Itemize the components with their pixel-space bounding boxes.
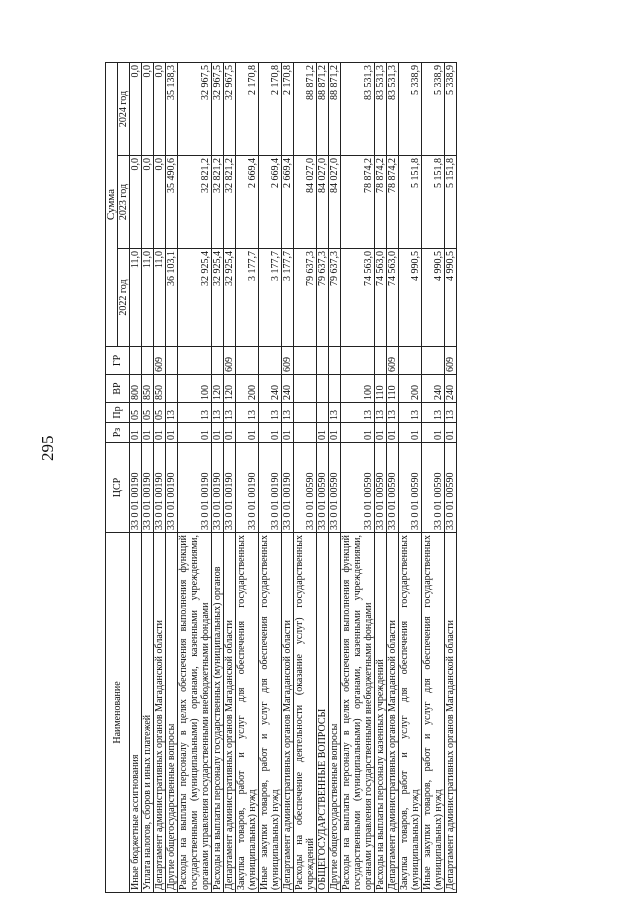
row-2024: 83 531,3 — [387, 62, 399, 155]
row-rz: 01 — [329, 423, 341, 443]
row-csr: 33 0 01 00190 — [212, 443, 224, 533]
row-gr — [178, 347, 212, 375]
row-name: Закупка товаров, работ и услуг для обеспечения государственных (муниципальных) нужд — [399, 533, 422, 893]
row-2024: 0,0 — [130, 62, 142, 155]
row-2023: 84 027,0 — [329, 156, 341, 249]
row-pr — [294, 403, 317, 423]
row-2022: 11,0 — [154, 249, 166, 347]
row-pr: 05 — [130, 403, 142, 423]
table-row — [166, 62, 178, 892]
row-2022: 3 177,7 — [236, 249, 259, 347]
row-rz: 01 — [317, 423, 329, 443]
row-pr: 13 — [212, 403, 224, 423]
row-2022: 32 925,4 — [212, 249, 224, 347]
row-csr: 33 0 01 00190 — [130, 443, 142, 533]
row-gr — [317, 347, 329, 375]
row-2023: 78 874,2 — [387, 156, 399, 249]
row-name: Расходы на выплаты персоналу в целях обеспечения выполнения функций государственными (муниципальными) органами, казенными учреждениями, органами управления государственными внебюджетными фондами — [341, 533, 375, 893]
row-gr — [142, 347, 154, 375]
row-vr — [294, 375, 317, 403]
header-csr: ЦСР — [106, 443, 130, 533]
table-row — [399, 62, 422, 892]
row-rz: 01 — [387, 423, 399, 443]
row-2023: 32 821,2 — [178, 156, 212, 249]
row-csr: 33 0 01 00590 — [294, 443, 317, 533]
row-gr: 609 — [387, 347, 399, 375]
row-2022: 79 637,3 — [294, 249, 317, 347]
row-name: Иные закупки товаров, работ и услуг для обеспечения государственных (муниципальных) нужд — [422, 533, 445, 893]
table-row — [282, 62, 294, 892]
row-gr — [294, 347, 317, 375]
row-name: Департамент административных органов Магаданской области — [387, 533, 399, 893]
row-csr: 33 0 01 00590 — [341, 443, 375, 533]
row-gr — [212, 347, 224, 375]
row-csr: 33 0 01 00190 — [154, 443, 166, 533]
table-row — [387, 62, 399, 892]
row-2023: 84 027,0 — [317, 156, 329, 249]
row-gr: 609 — [224, 347, 236, 375]
header-gr: ГР — [106, 347, 130, 375]
row-2023: 2 669,4 — [282, 156, 294, 249]
row-vr: 240 — [445, 375, 457, 403]
row-pr: 13 — [387, 403, 399, 423]
row-name: Расходы на выплаты персоналу в целях обеспечения выполнения функций государственными (муниципальными) органами, казенными учреждениями, органами управления государственными внебюджетными фондами — [178, 533, 212, 893]
row-gr — [422, 347, 445, 375]
row-gr — [236, 347, 259, 375]
row-2024: 35 138,3 — [166, 62, 178, 155]
row-csr: 33 0 01 00190 — [282, 443, 294, 533]
row-2023: 0,0 — [142, 156, 154, 249]
row-rz: 01 — [166, 423, 178, 443]
row-gr — [341, 347, 375, 375]
row-rz: 01 — [154, 423, 166, 443]
row-2023: 2 669,4 — [236, 156, 259, 249]
row-vr: 240 — [259, 375, 282, 403]
row-2024: 0,0 — [154, 62, 166, 155]
row-2023: 5 151,8 — [445, 156, 457, 249]
row-rz: 01 — [178, 423, 212, 443]
row-vr: 240 — [282, 375, 294, 403]
row-2023: 32 821,2 — [212, 156, 224, 249]
header-sum: Сумма — [106, 62, 118, 346]
row-pr: 13 — [236, 403, 259, 423]
row-2023: 32 821,2 — [224, 156, 236, 249]
row-vr: 100 — [178, 375, 212, 403]
row-csr: 33 0 01 00590 — [445, 443, 457, 533]
row-vr — [317, 375, 329, 403]
row-2024: 88 871,2 — [317, 62, 329, 155]
row-gr: 609 — [282, 347, 294, 375]
row-gr — [375, 347, 387, 375]
row-vr: 850 — [142, 375, 154, 403]
row-rz: 01 — [341, 423, 375, 443]
row-2024: 5 338,9 — [445, 62, 457, 155]
header-name: Наименование — [106, 533, 130, 893]
row-2024: 83 531,3 — [341, 62, 375, 155]
row-gr — [166, 347, 178, 375]
row-vr: 120 — [224, 375, 236, 403]
row-pr: 13 — [166, 403, 178, 423]
budget-table — [105, 62, 457, 893]
row-gr: 609 — [154, 347, 166, 375]
table-body — [130, 62, 457, 892]
table-row — [154, 62, 166, 892]
row-2024: 32 967,5 — [178, 62, 212, 155]
row-2024: 88 871,2 — [294, 62, 317, 155]
row-vr: 800 — [130, 375, 142, 403]
row-rz: 01 — [142, 423, 154, 443]
row-2022: 32 925,4 — [178, 249, 212, 347]
row-2024: 0,0 — [142, 62, 154, 155]
row-2024: 32 967,5 — [224, 62, 236, 155]
table-row — [212, 62, 224, 892]
row-gr — [399, 347, 422, 375]
row-csr: 33 0 01 00190 — [236, 443, 259, 533]
row-rz: 01 — [375, 423, 387, 443]
header-pr: Пр — [106, 403, 130, 423]
row-2024: 2 170,8 — [282, 62, 294, 155]
row-rz: 01 — [236, 423, 259, 443]
header-2023: 2023 год — [118, 156, 130, 249]
row-pr: 13 — [224, 403, 236, 423]
row-2022: 11,0 — [130, 249, 142, 347]
header-row-top — [106, 62, 118, 892]
row-name: Закупка товаров, работ и услуг для обеспечения государственных (муниципальных) нужд — [236, 533, 259, 893]
row-vr: 110 — [387, 375, 399, 403]
row-pr: 13 — [375, 403, 387, 423]
row-2022: 74 563,0 — [375, 249, 387, 347]
row-vr: 200 — [236, 375, 259, 403]
row-name: Уплата налогов, сборов и иных платежей — [142, 533, 154, 893]
table-row — [341, 62, 375, 892]
row-2023: 84 027,0 — [294, 156, 317, 249]
row-pr: 13 — [399, 403, 422, 423]
table-row — [422, 62, 445, 892]
row-2022: 4 990,5 — [445, 249, 457, 347]
row-name: Расходы на обеспечение деятельности (оказание услуг) государственных учреждений — [294, 533, 317, 893]
row-2022: 11,0 — [142, 249, 154, 347]
row-name: Расходы на выплаты персоналу государственных (муниципальных) органов — [212, 533, 224, 893]
row-gr — [329, 347, 341, 375]
table-row — [329, 62, 341, 892]
row-csr: 33 0 01 00190 — [178, 443, 212, 533]
table-row — [130, 62, 142, 892]
row-pr: 13 — [259, 403, 282, 423]
row-rz: 01 — [445, 423, 457, 443]
row-rz: 01 — [399, 423, 422, 443]
row-2022: 4 990,5 — [422, 249, 445, 347]
row-rz: 01 — [224, 423, 236, 443]
row-csr: 33 0 01 00590 — [375, 443, 387, 533]
row-2024: 2 170,8 — [236, 62, 259, 155]
row-csr: 33 0 01 00590 — [399, 443, 422, 533]
table-row — [259, 62, 282, 892]
row-name: Иные закупки товаров, работ и услуг для обеспечения государственных (муниципальных) нужд — [259, 533, 282, 893]
row-2023: 5 151,8 — [399, 156, 422, 249]
row-pr: 13 — [445, 403, 457, 423]
table-row — [142, 62, 154, 892]
row-csr: 33 0 01 00190 — [259, 443, 282, 533]
row-rz: 01 — [259, 423, 282, 443]
table-row — [375, 62, 387, 892]
row-pr: 05 — [154, 403, 166, 423]
row-vr: 850 — [154, 375, 166, 403]
row-rz — [294, 423, 317, 443]
row-2022: 36 103,1 — [166, 249, 178, 347]
row-pr: 13 — [341, 403, 375, 423]
header-rz: Рз — [106, 423, 130, 443]
row-name: Другие общегосударственные вопросы — [329, 533, 341, 893]
row-2023: 35 490,6 — [166, 156, 178, 249]
row-name: Другие общегосударственные вопросы — [166, 533, 178, 893]
row-csr: 33 0 01 00590 — [422, 443, 445, 533]
row-vr — [166, 375, 178, 403]
row-2024: 5 338,9 — [422, 62, 445, 155]
row-rz: 01 — [130, 423, 142, 443]
row-2022: 74 563,0 — [387, 249, 399, 347]
row-pr — [317, 403, 329, 423]
row-2024: 88 871,2 — [329, 62, 341, 155]
row-2023: 78 874,2 — [341, 156, 375, 249]
rotated-table-container — [105, 63, 589, 893]
row-gr: 609 — [445, 347, 457, 375]
row-2023: 0,0 — [154, 156, 166, 249]
row-2022: 3 177,7 — [259, 249, 282, 347]
row-name: Расходы на выплаты персоналу казенных учреждений — [375, 533, 387, 893]
row-csr: 33 0 01 00190 — [224, 443, 236, 533]
row-csr: 33 0 01 00190 — [142, 443, 154, 533]
row-gr — [130, 347, 142, 375]
row-pr: 13 — [422, 403, 445, 423]
row-2023: 0,0 — [130, 156, 142, 249]
table-row — [445, 62, 457, 892]
row-vr: 100 — [341, 375, 375, 403]
row-pr: 13 — [178, 403, 212, 423]
row-pr: 13 — [329, 403, 341, 423]
row-vr — [329, 375, 341, 403]
row-pr: 05 — [142, 403, 154, 423]
header-2024: 2024 год — [118, 62, 130, 155]
row-pr: 13 — [282, 403, 294, 423]
row-2024: 5 338,9 — [399, 62, 422, 155]
row-2022: 3 177,7 — [282, 249, 294, 347]
row-2022: 4 990,5 — [399, 249, 422, 347]
row-csr: 33 0 01 00590 — [317, 443, 329, 533]
row-2022: 32 925,4 — [224, 249, 236, 347]
row-rz: 01 — [422, 423, 445, 443]
row-name: Департамент административных органов Магаданской области — [282, 533, 294, 893]
row-name: ОБЩЕГОСУДАРСТВЕННЫЕ ВОПРОСЫ — [317, 533, 329, 893]
table-row — [178, 62, 212, 892]
table-row — [224, 62, 236, 892]
table-row — [317, 62, 329, 892]
row-rz: 01 — [212, 423, 224, 443]
row-vr: 110 — [375, 375, 387, 403]
row-2023: 5 151,8 — [422, 156, 445, 249]
row-name: Департамент административных органов Магаданской области — [154, 533, 166, 893]
row-2024: 2 170,8 — [259, 62, 282, 155]
row-2022: 79 637,3 — [329, 249, 341, 347]
table-row — [236, 62, 259, 892]
table-row — [294, 62, 317, 892]
row-csr: 33 0 01 00190 — [166, 443, 178, 533]
row-name: Департамент административных органов Магаданской области — [224, 533, 236, 893]
row-vr: 240 — [422, 375, 445, 403]
row-2024: 83 531,3 — [375, 62, 387, 155]
row-name: Департамент административных органов Магаданской области — [445, 533, 457, 893]
page-number: 295 — [38, 435, 57, 461]
row-2023: 78 874,2 — [375, 156, 387, 249]
row-2022: 74 563,0 — [341, 249, 375, 347]
row-vr: 120 — [212, 375, 224, 403]
row-gr — [259, 347, 282, 375]
header-vr: ВР — [106, 375, 130, 403]
row-vr: 200 — [399, 375, 422, 403]
row-csr: 33 0 01 00590 — [329, 443, 341, 533]
row-2023: 2 669,4 — [259, 156, 282, 249]
row-rz: 01 — [282, 423, 294, 443]
row-name: Иные бюджетные ассигнования — [130, 533, 142, 893]
header-2022: 2022 год — [118, 249, 130, 347]
row-csr: 33 0 01 00590 — [387, 443, 399, 533]
row-2024: 32 967,5 — [212, 62, 224, 155]
row-2022: 79 637,3 — [317, 249, 329, 347]
